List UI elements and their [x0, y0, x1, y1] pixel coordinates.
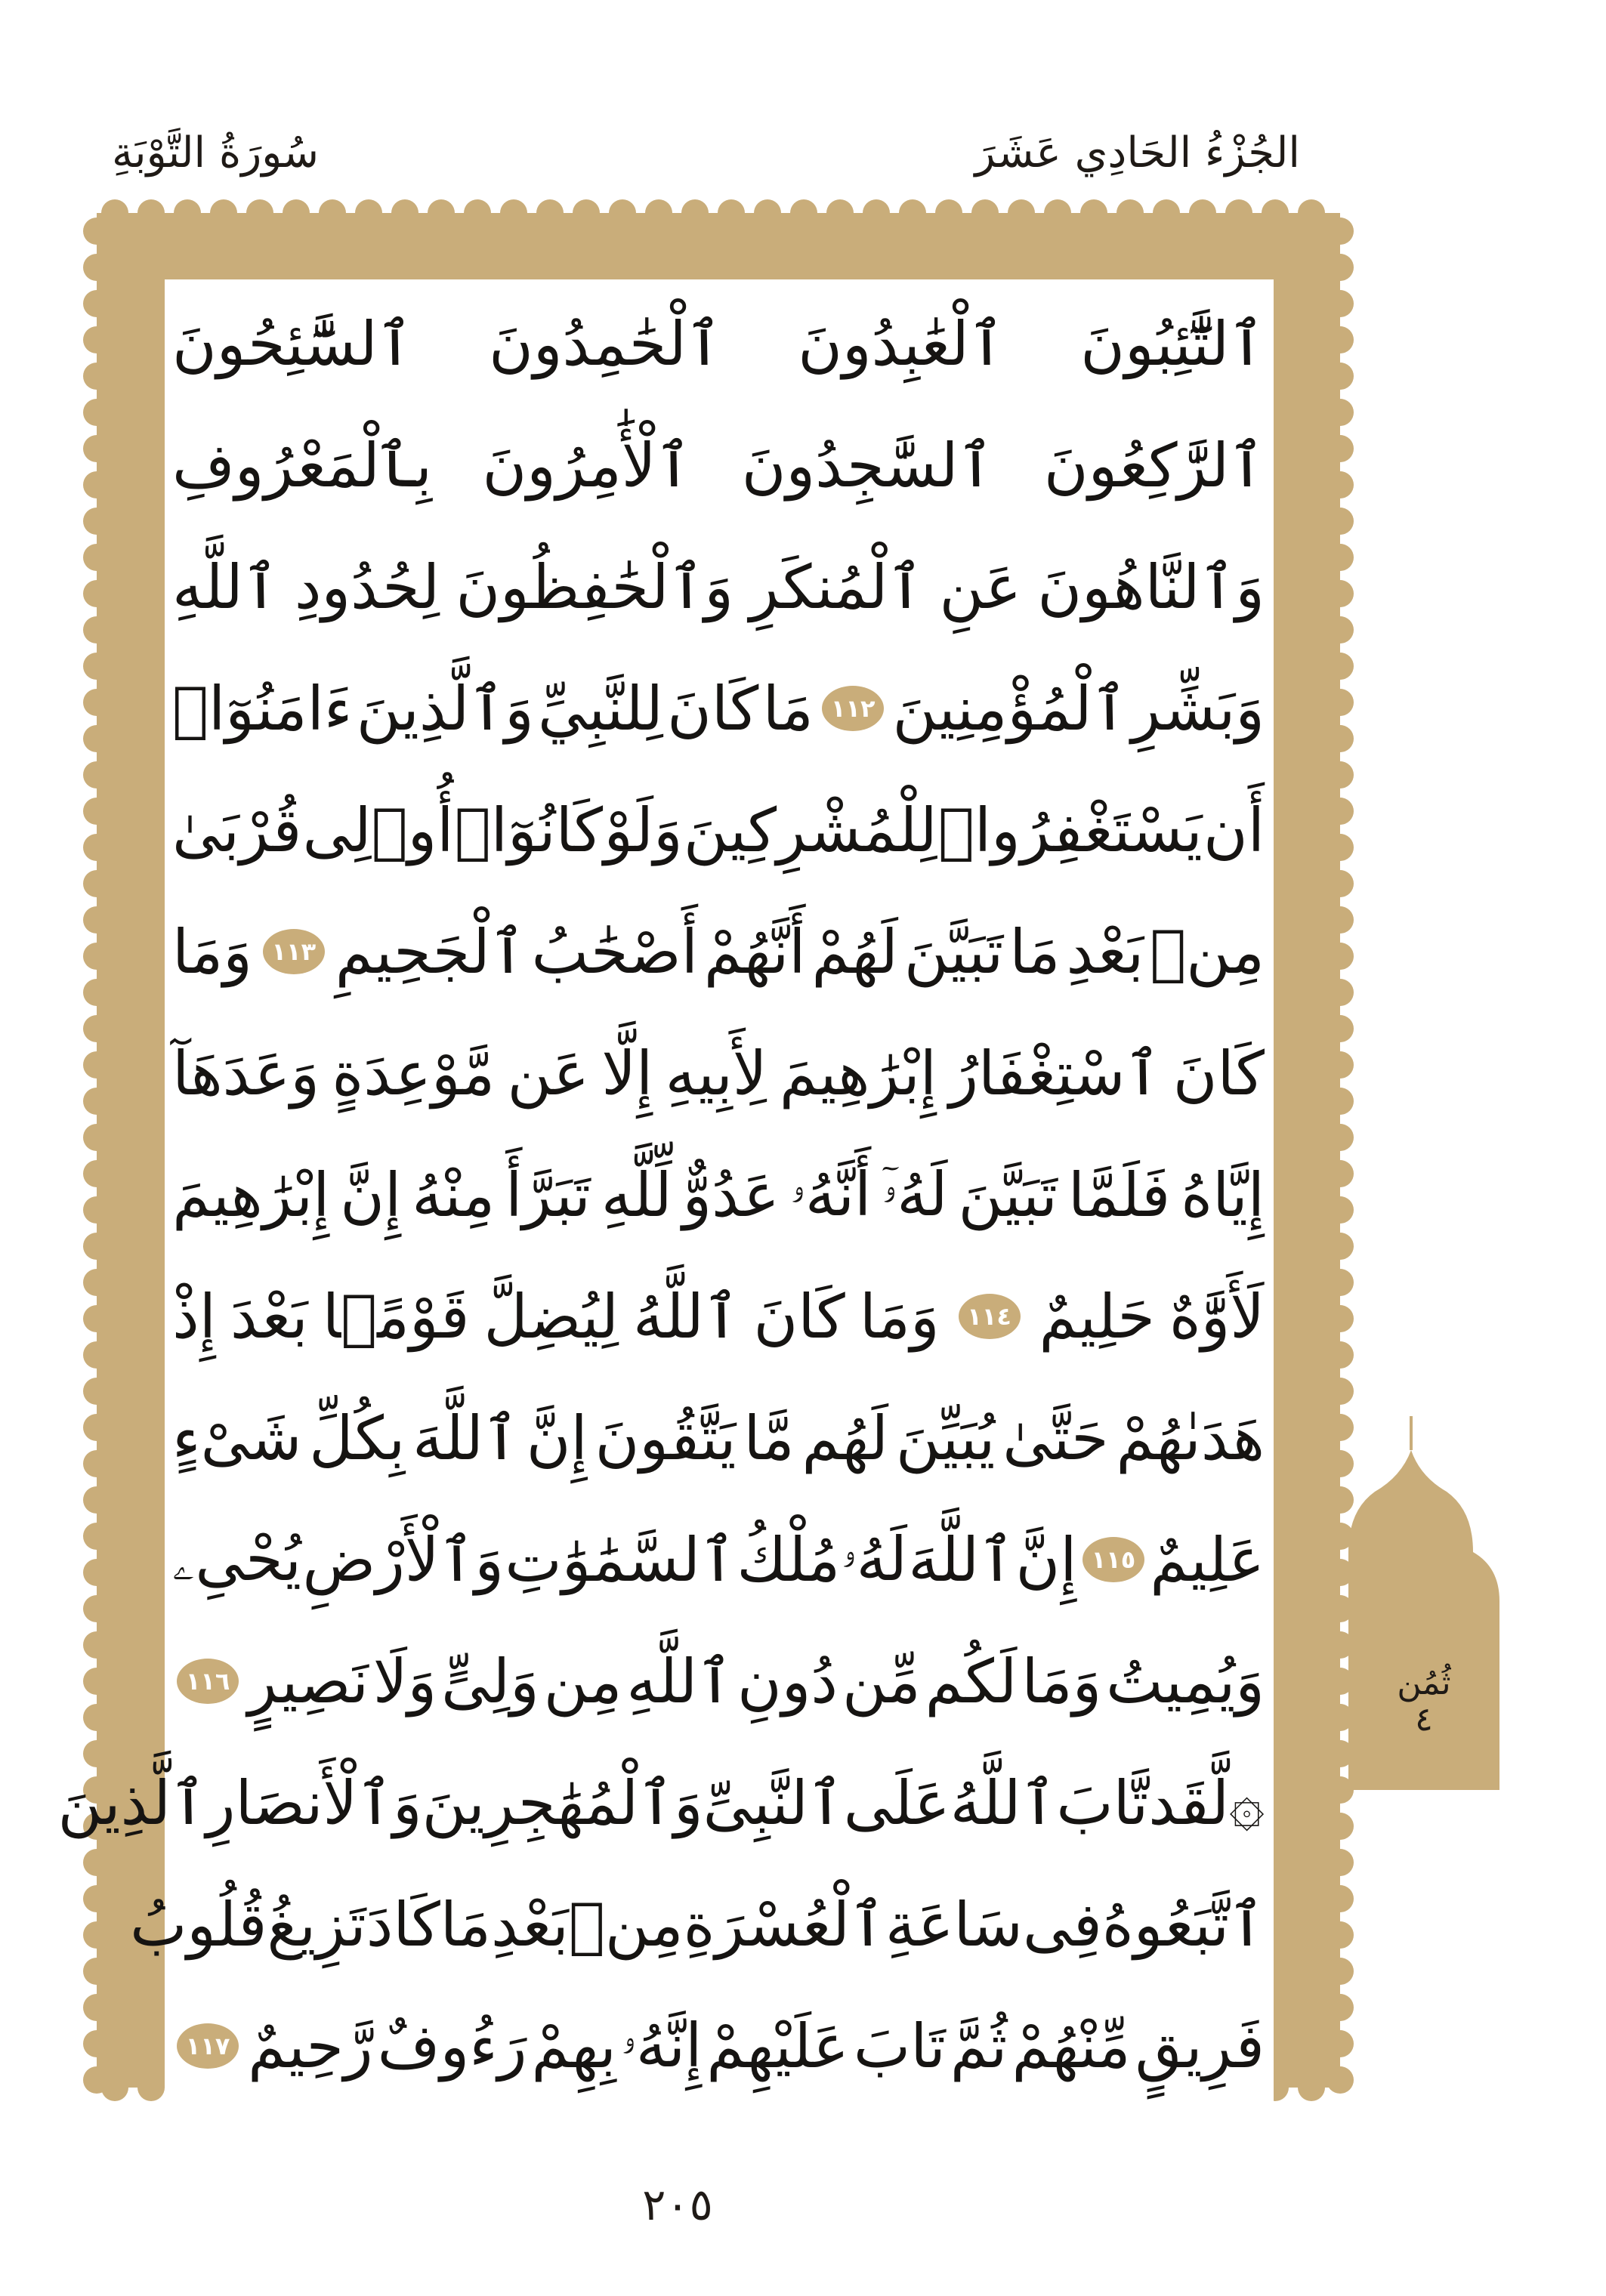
word: مَّا — [743, 1403, 795, 1474]
word: مِنۢ — [1150, 916, 1265, 987]
word: لَهُۥٓ — [882, 1159, 948, 1230]
word: بِكُلِّ — [309, 1403, 406, 1474]
word: بَعْدَ — [230, 1281, 308, 1352]
word: مِن — [543, 1646, 622, 1717]
word: ٱلْجَحِيمِ — [335, 916, 526, 987]
page-number: ٢٠٥ — [642, 2179, 713, 2230]
word: وَلَوْ — [604, 795, 683, 866]
hizb-label-name: ثُمُن — [1397, 1664, 1451, 1702]
word: تَّابَ — [1056, 1767, 1149, 1838]
word: عَن — [507, 1038, 590, 1109]
word: ثُمَّ — [950, 2011, 1008, 2082]
word: كَانَ — [753, 1281, 845, 1352]
ayah-number-marker: ١١٣ — [263, 929, 325, 974]
word: عَدُوٌّ — [682, 1159, 780, 1230]
word: عَنِ — [939, 551, 1022, 622]
word: وَيُمِيتُ — [1106, 1646, 1265, 1717]
juz-header: الجُزْءُ الحَادِي عَشَرَ — [974, 128, 1300, 177]
word: وَلَا — [372, 1646, 437, 1717]
word: مُلْكُ — [737, 1524, 841, 1595]
word: يُحْىِۦ — [172, 1524, 301, 1594]
text-line — [172, 287, 1265, 400]
text-line — [172, 530, 1265, 643]
word: إِيَّاهُ — [1181, 1159, 1265, 1230]
word: بِٱلْمَعْرُوفِ — [172, 430, 433, 501]
hizb-label — [1348, 1665, 1499, 1739]
word: دُونِ — [737, 1646, 838, 1717]
word: إِنَّ — [340, 1159, 402, 1230]
word: إِبْرَٰهِيمَ — [172, 1159, 330, 1230]
text-line — [172, 1503, 1265, 1616]
word: عَلِيمٌ — [1150, 1524, 1265, 1595]
word: بَعْدِ — [1066, 916, 1144, 987]
word: ٱلتَّٰٓئِبُونَ — [1080, 308, 1265, 379]
word: إِنَّهُۥ — [620, 2011, 703, 2081]
word: فِى — [1022, 1889, 1102, 1960]
word: ٱلسَّٰٓئِحُونَ — [172, 308, 413, 379]
word: ٱللَّهَ — [908, 1524, 1015, 1595]
word: مَا — [440, 1889, 492, 1960]
word: رَّحِيمٌ — [248, 2011, 373, 2082]
word: لِحُدُودِ — [294, 551, 440, 622]
word: لَأَوَّٰهٌ — [1169, 1281, 1265, 1352]
word: يَتَّقُونَ — [595, 1403, 737, 1474]
surah-header: سُورَةُ التَّوْبَةِ — [112, 128, 320, 177]
word: رَءُوفٌ — [377, 2011, 527, 2082]
word: قَوْمًۢا — [322, 1281, 470, 1352]
word: وَمَا — [1021, 1646, 1102, 1717]
word: وَمَا — [172, 916, 252, 987]
quran-text-area — [57, 287, 1265, 2118]
word: أُو۟لِى — [302, 795, 454, 866]
word: لَهُۥ — [841, 1524, 907, 1594]
hizb-label-number: ٤ — [1415, 1700, 1433, 1739]
word: وَمَا — [859, 1281, 940, 1352]
word: وَٱلَّذِينَ — [356, 673, 534, 744]
text-line — [57, 1746, 1265, 1859]
word: أَن — [1203, 795, 1265, 866]
word: ٱلْمُنكَرِ — [749, 551, 924, 622]
ayah-number-marker: ١١٧ — [177, 2023, 239, 2069]
word: وَٱلْأَرْضِ — [302, 1524, 504, 1595]
word: ءَامَنُوٓا۟ — [172, 673, 353, 744]
word: ٱلْحَٰمِدُونَ — [489, 308, 722, 379]
word: عَلَيْهِمْ — [706, 2011, 849, 2082]
word: ٱسْتِغْفَارُ — [949, 1038, 1161, 1109]
ayah-number-marker: ١١٤ — [959, 1294, 1021, 1339]
text-line — [172, 773, 1265, 887]
word: ٱلْعَٰبِدُونَ — [798, 308, 1005, 379]
word: لَّقَد — [1148, 1767, 1230, 1838]
word: إِلَّا — [601, 1038, 653, 1109]
word: لِيُضِلَّ — [483, 1281, 619, 1352]
word: ٱلْعُسْرَةِ — [683, 1889, 885, 1960]
word: ٱللَّهِ — [626, 1646, 734, 1717]
ayah-number-marker: ١١٢ — [822, 686, 884, 731]
word: يُبَيِّنَ — [895, 1403, 996, 1474]
word: إِبْرَٰهِيمَ — [779, 1038, 937, 1109]
word: لِلنَّبِيِّ — [538, 673, 663, 744]
word: هَدَىٰهُمْ — [1116, 1403, 1265, 1474]
word: شَىْءٍ — [172, 1403, 302, 1474]
word: أَنَّهُمْ — [703, 916, 806, 987]
text-line — [172, 1260, 1265, 1373]
word: ٱلَّذِينَ — [57, 1767, 206, 1838]
word: ۞ — [1229, 1767, 1265, 1838]
word: تَبَيَّنَ — [958, 1159, 1058, 1230]
word: مِنْهُ — [412, 1159, 496, 1230]
word: مَّوْعِدَةٍ — [332, 1038, 496, 1109]
word: ٱتَّبَعُوهُ — [1101, 1889, 1265, 1960]
word: وَٱلْأَنصَارِ — [205, 1767, 422, 1838]
text-line — [172, 895, 1265, 1008]
word: يَسْتَغْفِرُوا۟ — [937, 795, 1203, 866]
word: ٱلنَّبِىِّ — [703, 1767, 844, 1838]
word: سَاعَةِ — [885, 1889, 1023, 1960]
word: ٱلرَّٰكِعُونَ — [1043, 430, 1265, 501]
word: وَلِىٍّ — [441, 1646, 539, 1717]
word: كَادَ — [366, 1889, 440, 1960]
word: نَصِيرٍ — [248, 1646, 369, 1717]
word: أَصْحَٰبُ — [531, 916, 698, 987]
word: كَانُوٓا۟ — [454, 795, 604, 866]
word: ٱلسَّمَٰوَٰتِ — [505, 1524, 736, 1595]
word: فَلَمَّا — [1067, 1159, 1171, 1230]
word: مِّنْهُمْ — [1011, 2011, 1131, 2082]
word: ٱلْمُؤْمِنِينَ — [892, 673, 1128, 744]
word: وَٱلنَّاهُونَ — [1037, 551, 1265, 622]
word: ٱللَّهُ — [632, 1281, 740, 1352]
word: إِنَّ — [526, 1403, 588, 1474]
word: أَنَّهُۥ — [789, 1159, 872, 1230]
word: كَانَ — [1172, 1038, 1265, 1109]
text-line — [172, 1017, 1265, 1130]
word: قُلُوبُ — [130, 1889, 267, 1960]
word: ٱللَّهِ — [172, 551, 279, 622]
text-line — [172, 1625, 1265, 1738]
word: لِّلَّهِ — [601, 1159, 672, 1230]
text-line — [172, 1381, 1265, 1495]
ayah-number-marker: ١١٥ — [1083, 1537, 1144, 1582]
ayah-number-marker: ١١٦ — [177, 1659, 239, 1704]
word: بِهِمْ — [531, 2011, 616, 2082]
word: كَانَ — [667, 673, 759, 744]
word: وَبَشِّرِ — [1131, 673, 1265, 744]
word: لِأَبِيهِ — [665, 1038, 767, 1109]
text-line — [130, 1868, 1265, 1981]
word: مِّن — [842, 1646, 921, 1717]
word: وَٱلْحَٰفِظُونَ — [456, 551, 734, 622]
word: مِنۢ — [568, 1889, 684, 1960]
word: تَزِيغُ — [267, 1889, 366, 1960]
text-line — [172, 1138, 1265, 1251]
word: مَا — [762, 673, 814, 744]
word: مَا — [1009, 916, 1061, 987]
text-line — [172, 652, 1265, 765]
word: ٱللَّهُ — [950, 1767, 1057, 1838]
word: ٱلْأَٰمِرُونَ — [482, 430, 692, 501]
word: حَلِيمٌ — [1039, 1281, 1155, 1352]
word: عَلَى — [843, 1767, 950, 1838]
word: وَعَدَهَآ — [172, 1038, 320, 1109]
word: وَٱلْمُهَٰجِرِينَ — [422, 1767, 703, 1838]
word: تَبَرَّأَ — [505, 1159, 591, 1230]
word: قُرْبَىٰ — [172, 795, 302, 866]
word: ٱللَّهَ — [412, 1403, 519, 1474]
word: لِلْمُشْرِكِينَ — [683, 795, 937, 866]
word: تَابَ — [853, 2011, 946, 2082]
word: ٱلسَّٰجِدُونَ — [741, 430, 994, 501]
word: بَعْدِ — [491, 1889, 569, 1960]
word: حَتَّىٰ — [1002, 1403, 1109, 1474]
word: إِنَّ — [1015, 1524, 1077, 1595]
text-line — [172, 1989, 1265, 2103]
word: لَهُمْ — [811, 916, 898, 987]
word: فَرِيقٍ — [1135, 2011, 1265, 2082]
text-line — [172, 409, 1265, 522]
word: إِذْ — [172, 1281, 216, 1352]
word: تَبَيَّنَ — [903, 916, 1004, 987]
word: لَهُم — [801, 1403, 889, 1474]
word: لَكُم — [925, 1646, 1018, 1717]
